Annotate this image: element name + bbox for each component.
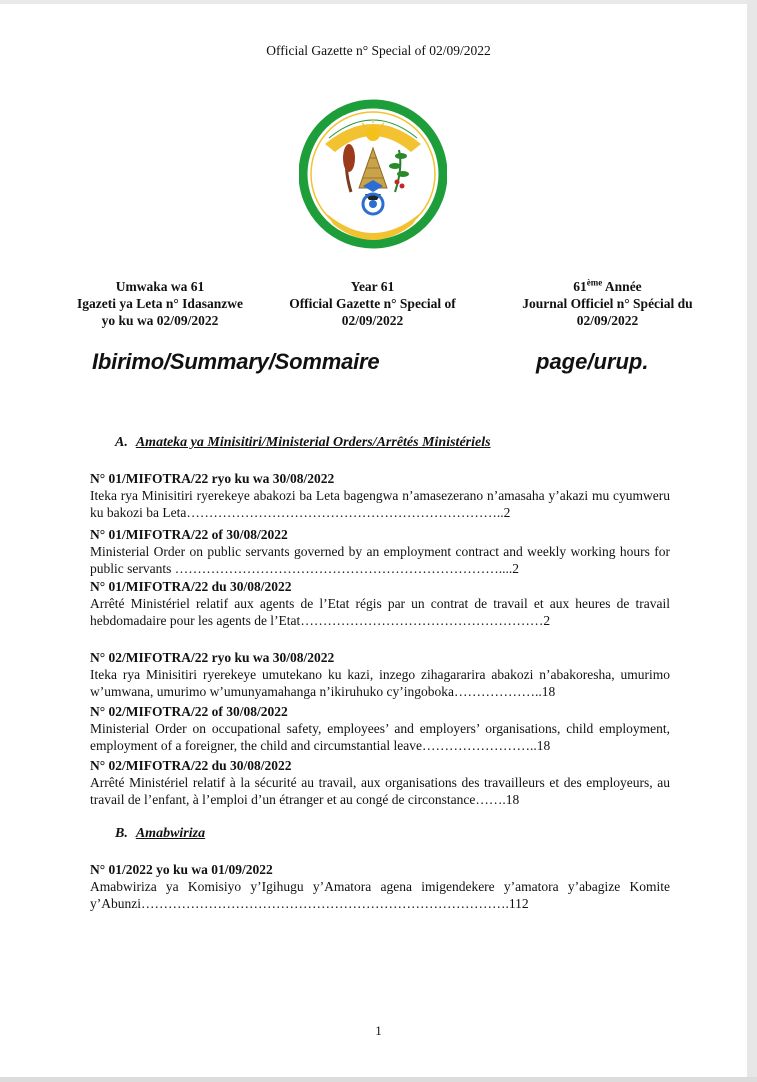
page-column-label: page/urup. xyxy=(536,349,649,374)
entry-ref: N° 01/MIFOTRA/22 du 30/08/2022 xyxy=(90,579,292,594)
column-line: 02/09/2022 xyxy=(341,313,404,328)
page-right-edge xyxy=(747,0,757,1082)
summary-title: Ibirimo/Summary/Sommaire xyxy=(92,349,380,374)
entry-text: Ministerial Order on public servants governed by an employment contract and weekly working hours for public servants ………………………………………………………………....2 xyxy=(90,544,670,576)
entry-ref: N° 02/MIFOTRA/22 du 30/08/2022 xyxy=(90,758,292,773)
column-line: Umwaka wa 61 xyxy=(115,279,205,294)
entry-text: Arrêté Ministériel relatif aux agents de l’Etat régis par un contrat de travail et aux heures de travail hebdomadaire pour les agents de l’Etat………………………………………………2 xyxy=(90,596,670,628)
entry-text: Iteka rya Minisitiri ryerekeye umutekano ku kazi, inzego zihagararira abakozi n’abakoresha, umurimo w’umwana, umurimo w’umunyamahanga n’ikiruhuko cy’ingoboka………………..18 xyxy=(90,667,670,699)
column-line: Year 61 xyxy=(350,279,395,294)
column-line: yo ku wa 02/09/2022 xyxy=(101,313,219,328)
entry-page: 2 xyxy=(503,505,511,520)
entry-text: Amabwiriza ya Komisiyo y’Igihugu y’Amatora agena imigendekere y’amatora y’abagize Komite y’Abunzi……………………………………………………………………….112 xyxy=(90,879,670,911)
column-line xyxy=(500,278,715,295)
entry-text: Iteka rya Minisitiri ryerekeye abakozi ba Leta bagengwa n’amasezerano n’amasaha y’akazi mu cyumweru ku bakozi ba Leta……………………………………………………………..2 xyxy=(90,488,670,520)
section-title: Amabwiriza xyxy=(135,826,206,841)
entry-page: 18 xyxy=(536,738,551,753)
entry-page: 18 xyxy=(541,684,556,699)
page-header: Official Gazette n° Special of 02/09/2022 xyxy=(266,43,491,58)
entry-page: 112 xyxy=(508,896,529,911)
entry-ref: N° 01/MIFOTRA/22 of 30/08/2022 xyxy=(90,527,288,542)
toc-entry[interactable] xyxy=(90,578,670,629)
toc-entry[interactable] xyxy=(90,470,670,521)
toc-entry[interactable] xyxy=(90,703,670,754)
year-number: 61 xyxy=(573,279,587,294)
year-suffix: ème xyxy=(586,277,603,288)
section-heading-a xyxy=(115,435,491,451)
entry-page: 2 xyxy=(512,561,519,576)
column-line: Journal Officiel n° Spécial du xyxy=(522,296,693,311)
entry-ref: N° 02/MIFOTRA/22 ryo ku wa 30/08/2022 xyxy=(90,650,335,665)
section-heading-b xyxy=(115,826,205,842)
entry-page: 18 xyxy=(505,792,520,807)
toc-entry[interactable] xyxy=(90,861,670,912)
entry-ref: N° 01/2022 yo ku wa 01/09/2022 xyxy=(90,862,273,877)
column-line: Official Gazette n° Special of xyxy=(289,296,456,311)
year-word: Année xyxy=(602,279,642,294)
page-bottom-edge xyxy=(0,1077,757,1082)
column-line: Igazeti ya Leta n° Idasanzwe xyxy=(77,296,243,311)
toc-entry[interactable] xyxy=(90,526,670,577)
section-letter: B. xyxy=(115,826,128,841)
header-column-french xyxy=(500,278,715,329)
toc-entry[interactable] xyxy=(90,649,670,700)
column-line: 02/09/2022 xyxy=(576,313,639,328)
entry-text: Ministerial Order on occupational safety, employees’ and employers’ organisations, child employment, employment of a foreigner, the child and circumstantial leave……………………..18 xyxy=(90,721,670,753)
coat-of-arms-icon xyxy=(299,96,447,256)
entry-ref: N° 02/MIFOTRA/22 of 30/08/2022 xyxy=(90,704,288,719)
section-letter: A. xyxy=(115,435,128,450)
entry-ref: N° 01/MIFOTRA/22 ryo ku wa 30/08/2022 xyxy=(90,471,335,486)
page-top-edge xyxy=(0,0,757,4)
entry-text: Arrêté Ministériel relatif à la sécurité au travail, aux organisations des travailleurs et des employeurs, au travail de l’enfant, à l’emploi d’un étranger et au congé de circonstance…….18 xyxy=(90,775,670,807)
section-title: Amateka ya Minisitiri/Ministerial Orders/Arrêtés Ministériels xyxy=(135,435,491,450)
toc-entry[interactable] xyxy=(90,757,670,808)
page-number: 1 xyxy=(375,1023,382,1038)
header-column-english xyxy=(270,278,475,329)
header-column-kinyarwanda xyxy=(50,278,270,329)
